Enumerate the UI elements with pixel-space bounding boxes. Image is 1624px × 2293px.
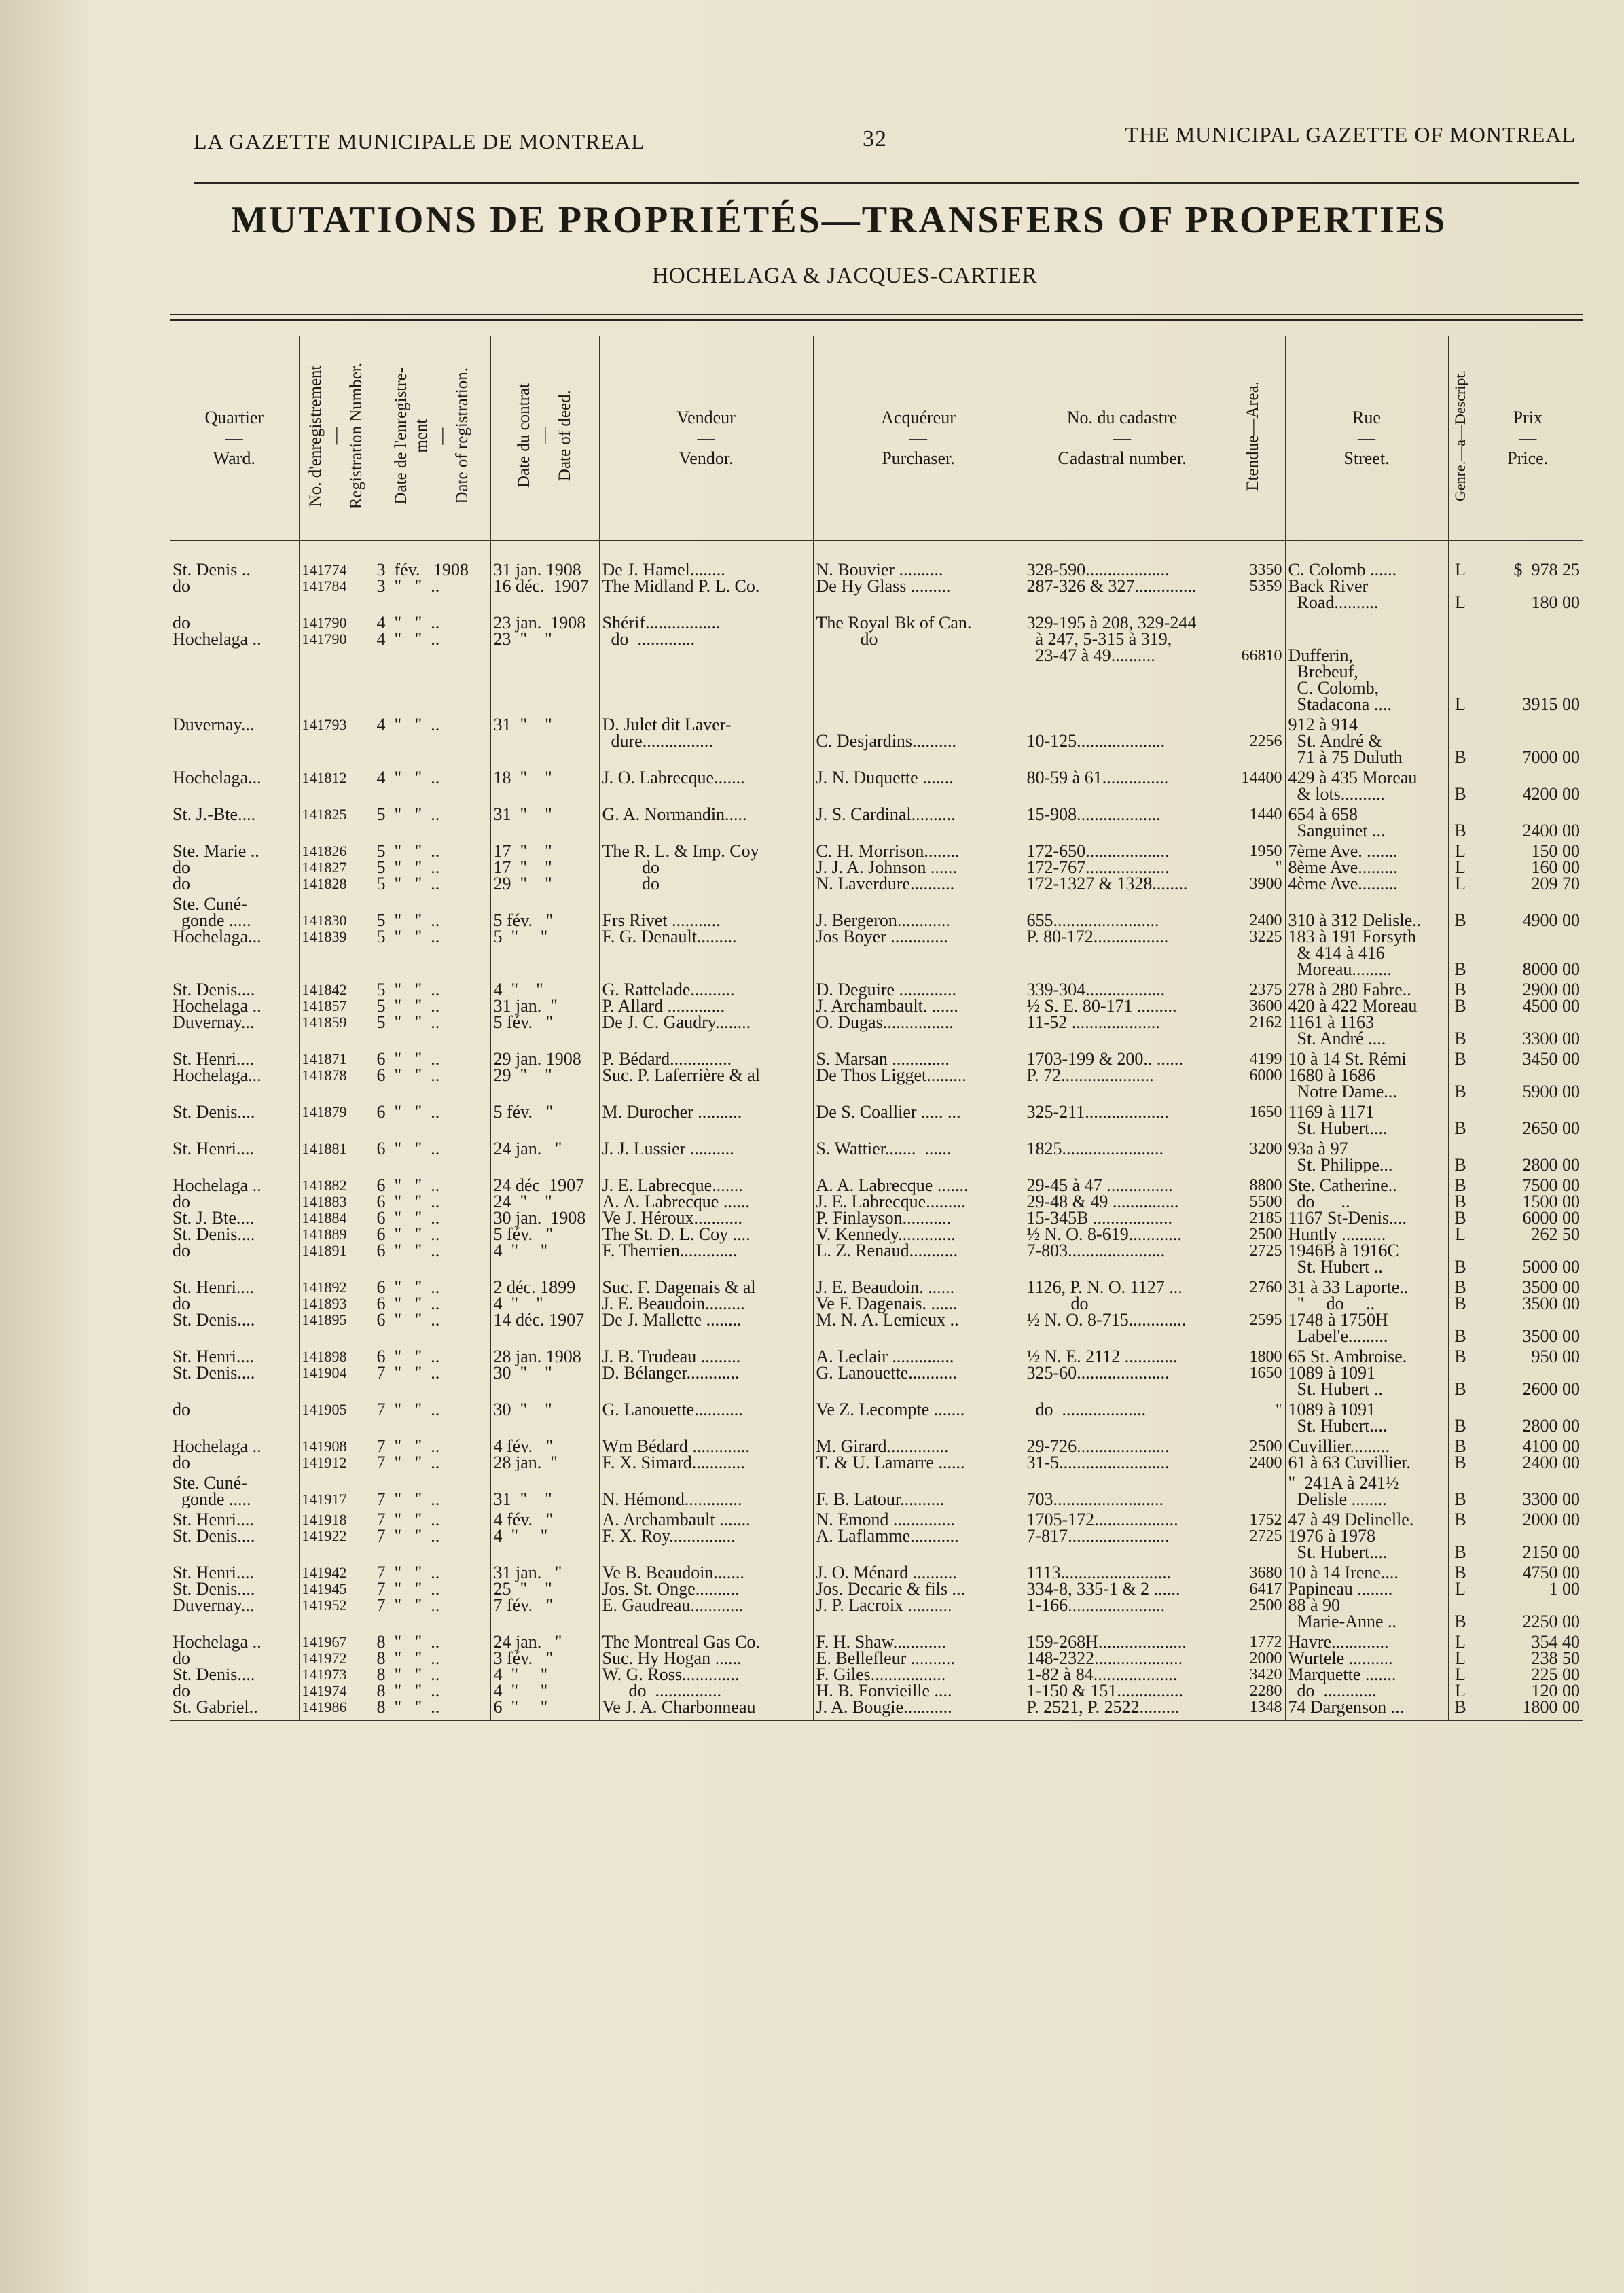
cadastral-cell: 655........................ P. 80-172................. — [1024, 892, 1221, 978]
registration-date-cell: 3 fév. 1908 3 " " .. — [374, 562, 490, 611]
price-cell: 3500 00 3500 00 3500 00 — [1473, 1275, 1583, 1345]
registration-date-cell: 4 " " .. — [374, 713, 490, 766]
registration-number-cell: 141826 141827 141828 — [299, 839, 374, 892]
registration-number-cell: 141793 — [299, 713, 374, 766]
genre-cell: B B B L B — [1448, 1173, 1473, 1275]
price-cell: 2800 00 — [1473, 1398, 1583, 1434]
street-cell: " 241A à 241½ Delisle ........ — [1285, 1471, 1448, 1508]
ward-cell: do — [173, 1400, 190, 1419]
registration-number-cell: 141879 — [299, 1100, 374, 1137]
area-cell: 4199 6000 — [1221, 1047, 1285, 1100]
col-area-label: Etendue—Area. — [1243, 380, 1262, 491]
purchaser-cell: S. Marsan ............. De Thos Ligget......... — [813, 1047, 1024, 1100]
ward-cell: St. Henri.... do St. Denis.... — [173, 1277, 255, 1330]
col-deed-date — [490, 336, 599, 541]
area-cell: 66810 — [1221, 611, 1285, 713]
header-left: LA GAZETTE MUNICIPALE DE MONTREAL — [194, 129, 645, 154]
table-row — [170, 1275, 1583, 1345]
area-cell: 1650 — [1221, 1100, 1285, 1137]
col-cadastral — [1024, 336, 1221, 541]
registration-number-cell: 141967 141972 141973 141974 141986 — [299, 1630, 374, 1720]
ward-cell: St. Henri.... — [173, 1139, 254, 1158]
table-row — [170, 562, 1583, 611]
running-header — [194, 122, 1576, 159]
vendor-cell: Wm Bédard ............. F. X. Simard............ — [599, 1434, 813, 1471]
col-ward-label: Quartier — Ward. — [204, 408, 264, 468]
registration-date-cell: 5 " " .. 5 " " .. — [374, 892, 490, 978]
registration-date-cell: 7 " " .. 7 " " .. — [374, 1434, 490, 1471]
table-row — [170, 1630, 1583, 1720]
purchaser-cell: D. Deguire ............. J. Archambault. ...... O. Dugas................ — [813, 978, 1024, 1047]
ward-cell: Hochelaga .. do St. Denis.... do St. Gabriel.. — [170, 1630, 299, 1720]
ward-cell: St. J.-Bte.... — [173, 804, 256, 824]
deed-date-cell: 24 jan. " 3 fév. " 4 " " 4 " " 6 " " — [490, 1630, 599, 1720]
genre-cell: B B — [1448, 1508, 1473, 1561]
col-reg-no — [299, 336, 374, 541]
table-row — [170, 1100, 1583, 1137]
purchaser-cell: J. S. Cardinal.......... — [813, 802, 1024, 839]
cadastral-cell: 703......................... — [1024, 1471, 1221, 1508]
registration-date-cell: 4 " " .. — [374, 766, 490, 802]
deed-date-cell: 31 " " — [490, 802, 599, 839]
registration-date-cell: 8 " " .. 8 " " .. 8 " " .. 8 " " .. 8 " " .. — [374, 1630, 490, 1720]
vendor-cell: D. Julet dit Laver- dure................ — [599, 713, 813, 766]
vendor-cell: Shérif................. do ............. — [599, 611, 813, 713]
deed-date-cell: 4 " " 31 jan. " 5 fév. " — [490, 978, 599, 1047]
table-row — [170, 892, 1583, 978]
genre-cell: B — [1448, 1137, 1473, 1173]
table-row — [170, 1508, 1583, 1561]
registration-date-cell: 6 " " .. — [374, 1137, 490, 1173]
col-area — [1221, 336, 1285, 541]
table-top-rule-2 — [170, 319, 1583, 321]
area-cell: " — [1221, 1398, 1285, 1434]
table-row — [170, 1434, 1583, 1471]
table-row — [170, 1471, 1583, 1508]
header-rule — [194, 182, 1579, 184]
area-cell: 1440 — [1221, 802, 1285, 839]
registration-number-cell: 141812 — [299, 766, 374, 802]
street-cell: Ste. Catherine.. do .. 1167 St-Denis.... Huntly .......... 1946B à 1916C St. Hubert .. — [1285, 1173, 1448, 1275]
col-genre-label: Genre.—a—Descript. — [1451, 370, 1468, 502]
cadastral-cell: 29-726..................... 31-5......................... — [1024, 1434, 1221, 1471]
ward-cell: Hochelaga... — [173, 768, 261, 787]
area-cell: 2500 2400 — [1221, 1434, 1285, 1471]
col-cadastral-label: No. du cadastre — Cadastral number. — [1058, 408, 1187, 468]
deed-date-cell: 5 fév. " 5 " " — [490, 892, 599, 978]
cadastral-cell: 328-590................... 287-326 & 327.............. — [1024, 562, 1221, 611]
cadastral-cell: ½ N. E. 2112 ............ 325-60..................... — [1024, 1345, 1221, 1398]
purchaser-cell: A. Leclair .............. G. Lanouette........... — [813, 1345, 1024, 1398]
deed-date-cell: 31 " " — [490, 1471, 599, 1508]
registration-number-cell: 141917 — [299, 1471, 374, 1508]
col-ward — [170, 336, 299, 541]
ward-cell: Hochelaga .. do — [173, 1436, 261, 1471]
street-cell: 47 à 49 Delinelle. 1976 à 1978 St. Hubert.... — [1285, 1508, 1448, 1561]
ward-cell: St. Denis .. do — [173, 562, 251, 596]
table-row — [170, 1137, 1583, 1173]
registration-date-cell: 6 " " .. — [374, 1100, 490, 1137]
purchaser-cell: C. Desjardins.......... — [813, 713, 1024, 766]
page-title: MUTATIONS DE PROPRIÉTÉS—TRANSFERS OF PROPERTIES — [231, 199, 1447, 241]
cadastral-cell: 29-45 à 47 ............... 29-48 & 49 ............... 15-345B .................. ½ N. O. 8-619............ 7-803...................... — [1024, 1173, 1221, 1275]
ward-cell: Ste. Cuné- gonde ..... Hochelaga... — [173, 894, 261, 946]
genre-cell: B — [1448, 1100, 1473, 1137]
price-cell: 7500 00 1500 00 6000 00 262 50 5000 00 — [1473, 1173, 1583, 1275]
page-subtitle: HOCHELAGA & JACQUES-CARTIER — [652, 264, 1038, 288]
cadastral-cell: do ................... — [1024, 1398, 1221, 1434]
ward-cell: St. Denis.... — [173, 1102, 255, 1122]
registration-date-cell: 4 " " .. 4 " " .. — [374, 611, 490, 713]
vendor-cell: De J. Hamel........ The Midland P. L. Co. — [599, 562, 813, 611]
area-cell: 2400 3225 — [1221, 892, 1285, 978]
price-cell: 4200 00 — [1473, 766, 1583, 802]
purchaser-cell: J. N. Duquette ....... — [813, 766, 1024, 802]
table-row — [170, 1173, 1583, 1275]
street-cell: Cuvillier......... 61 à 63 Cuvillier. — [1285, 1434, 1448, 1471]
vendor-cell: P. Bédard.............. Suc. P. Laferrière & al — [599, 1047, 813, 1100]
table-body — [170, 541, 1583, 1720]
col-price-label: Prix — Price. — [1507, 408, 1549, 468]
deed-date-cell: 17 " " 17 " " 29 " " — [490, 839, 599, 892]
deed-date-cell: 30 " " — [490, 1398, 599, 1434]
ward-cell: St. Henri.... Hochelaga... — [173, 1049, 261, 1085]
purchaser-cell: J. E. Beaudoin. ...... Ve F. Dagenais. ...... M. N. A. Lemieux .. — [813, 1275, 1024, 1345]
table-row — [170, 978, 1583, 1047]
cadastral-cell: 1825....................... — [1024, 1137, 1221, 1173]
price-cell: 354 40 238 50 225 00 120 00 1800 00 — [1473, 1630, 1583, 1720]
street-cell: 65 St. Ambroise. 1089 à 1091 St. Hubert .. — [1285, 1345, 1448, 1398]
price-cell: 4100 00 2400 00 — [1473, 1434, 1583, 1471]
street-cell: 1169 à 1171 St. Hubert.... — [1285, 1100, 1448, 1137]
cadastral-cell: 10-125.................... — [1024, 713, 1221, 766]
registration-date-cell: 5 " " .. 5 " " .. 5 " " .. — [374, 978, 490, 1047]
registration-number-cell: 141842 141857 141859 — [299, 978, 374, 1047]
street-cell: 1089 à 1091 St. Hubert.... — [1285, 1398, 1448, 1434]
purchaser-cell: Ve Z. Lecompte ....... — [813, 1398, 1024, 1434]
street-cell: 10 à 14 St. Rémi 1680 à 1686 Notre Dame... — [1285, 1047, 1448, 1100]
col-deed-date-label: Date du contrat — Date of deed. — [515, 383, 574, 488]
genre-cell: L — [1448, 611, 1473, 713]
cadastral-cell: 1705-172................... 7-817....................... — [1024, 1508, 1221, 1561]
deed-date-cell: 31 jan. " 25 " " 7 fév. " — [490, 1561, 599, 1630]
vendor-cell: G. Lanouette........... — [599, 1398, 813, 1434]
purchaser-cell: S. Wattier....... ...... — [813, 1137, 1024, 1173]
col-reg-no-label: No. d'enregistrement — Registration Number. — [306, 362, 365, 510]
deed-date-cell: 18 " " — [490, 766, 599, 802]
col-genre — [1448, 336, 1473, 541]
street-cell: 7ème Ave. ....... 8ème Ave......... 4ème Ave......... — [1285, 839, 1448, 892]
ward-cell: do Hochelaga .. — [173, 613, 261, 649]
genre-cell: B — [1448, 1471, 1473, 1508]
genre-cell: B L B — [1448, 1561, 1473, 1630]
vendor-cell: Ve B. Beaudoin....... Jos. St. Onge.......... E. Gaudreau............ — [599, 1561, 813, 1630]
ward-cell: St. Denis.... Hochelaga .. Duvernay... — [173, 980, 261, 1032]
col-street — [1285, 336, 1448, 541]
header-right: THE MUNICIPAL GAZETTE OF MONTREAL — [1125, 122, 1576, 147]
price-cell: 7000 00 — [1473, 713, 1583, 766]
purchaser-cell: M. Girard.............. T. & U. Lamarre ...... — [813, 1434, 1024, 1471]
deed-date-cell: 5 fév. " — [490, 1100, 599, 1137]
street-cell: 31 à 33 Laporte.. " do .. 1748 à 1750H Label'e......... — [1285, 1275, 1448, 1345]
vendor-cell: J. B. Trudeau ......... D. Bélanger............ — [599, 1345, 813, 1398]
purchaser-cell: F. H. Shaw............ E. Bellefleur .......... F. Giles................. H. B. Fonvieille .... J. A. Bougie........... — [813, 1630, 1024, 1720]
table-row — [170, 766, 1583, 802]
registration-number-cell: 141830 141839 — [299, 892, 374, 978]
registration-number-cell: 141942 141945 141952 — [299, 1561, 374, 1630]
col-price — [1473, 336, 1583, 541]
table-row — [170, 1047, 1583, 1100]
cadastral-cell: 1703-199 & 200.. ...... P. 72..................... — [1024, 1047, 1221, 1100]
price-cell: 2650 00 — [1473, 1100, 1583, 1137]
purchaser-cell: N. Emond .............. A. Laflamme........... — [813, 1508, 1024, 1561]
registration-number-cell: 141905 — [299, 1398, 374, 1434]
street-cell: C. Colomb ...... Back River Road.......... — [1285, 562, 1448, 611]
genre-cell: L L L L B — [1448, 1630, 1473, 1720]
street-cell: 654 à 658 Sanguinet ... — [1285, 802, 1448, 839]
vendor-cell: Suc. F. Dagenais & al J. E. Beaudoin......... De J. Mallette ........ — [599, 1275, 813, 1345]
deed-date-cell: 2 déc. 1899 4 " " 14 déc. 1907 — [490, 1275, 599, 1345]
cadastral-cell: 1113......................... 334-8, 335-1 & 2 ...... 1-166...................... — [1024, 1561, 1221, 1630]
registration-date-cell: 5 " " .. — [374, 802, 490, 839]
registration-number-cell: 141790 141790 — [299, 611, 374, 713]
purchaser-cell: N. Bouvier .......... De Hy Glass ......... — [813, 562, 1024, 611]
ward-cell: St. Henri.... St. Denis.... Duvernay... — [173, 1563, 255, 1615]
table-top-rule — [170, 314, 1583, 315]
purchaser-cell: J. Bergeron............ Jos Boyer ............. — [813, 892, 1024, 978]
col-vendor — [599, 336, 813, 541]
col-vendor-label: Vendeur — Vendor. — [676, 408, 736, 468]
purchaser-cell: De S. Coallier ..... ... — [813, 1100, 1024, 1137]
table-spacer-row — [170, 541, 1583, 562]
price-cell: 2400 00 — [1473, 802, 1583, 839]
registration-date-cell: 6 " " .. 6 " " .. 6 " " .. 6 " " .. 6 " " .. — [374, 1173, 490, 1275]
price-cell: 2800 00 — [1473, 1137, 1583, 1173]
area-cell: 8800 5500 2185 2500 2725 — [1221, 1173, 1285, 1275]
area-cell: 3350 5359 — [1221, 562, 1285, 611]
table-row — [170, 611, 1583, 713]
col-purchaser — [813, 336, 1024, 541]
registration-date-cell: 6 " " .. 6 " " .. — [374, 1047, 490, 1100]
table-row — [170, 1345, 1583, 1398]
vendor-cell: Frs Rivet ........... F. G. Denault......... — [599, 892, 813, 978]
genre-cell: B B B — [1448, 1275, 1473, 1345]
street-cell: 429 à 435 Moreau & lots.......... — [1285, 766, 1448, 802]
genre-cell: L L — [1448, 562, 1473, 611]
street-cell: 93a à 97 St. Philippe... — [1285, 1137, 1448, 1173]
ward-cell: St. Henri.... St. Denis.... — [173, 1347, 255, 1383]
registration-number-cell: 141882 141883 141884 141889 141891 — [299, 1173, 374, 1275]
street-cell: 912 à 914 St. André & 71 à 75 Duluth — [1285, 713, 1448, 766]
purchaser-cell: A. A. Labrecque ....... J. E. Labrecque......... P. Finlayson........... V. Kennedy............. L. Z. Renaud........... — [813, 1173, 1024, 1275]
price-cell: 2000 00 2150 00 — [1473, 1508, 1583, 1561]
deed-date-cell: 4 fév. " 28 jan. " — [490, 1434, 599, 1471]
street-cell: 10 à 14 Irene.... Papineau ........ 88 à 90 Marie-Anne .. — [1285, 1561, 1448, 1630]
price-cell: 3300 00 — [1473, 1471, 1583, 1508]
area-cell: 1800 1650 — [1221, 1345, 1285, 1398]
cadastral-cell: 80-59 à 61............... — [1024, 766, 1221, 802]
ward-cell: Ste. Marie .. do do — [173, 841, 259, 892]
price-cell: $ 978 25 180 00 — [1473, 562, 1583, 611]
purchaser-cell: J. O. Ménard .......... Jos. Decarie & fils ... J. P. Lacroix .......... — [813, 1561, 1024, 1630]
table-row — [170, 1561, 1583, 1630]
col-reg-date — [374, 336, 490, 541]
genre-cell: B B — [1448, 1345, 1473, 1398]
registration-number-cell: 141918 141922 — [299, 1508, 374, 1561]
vendor-cell: G. Rattelade.......... P. Allard ............. De J. C. Gaudry........ — [599, 978, 813, 1047]
deed-date-cell: 29 jan. 1908 29 " " — [490, 1047, 599, 1100]
registration-number-cell: 141774 141784 — [299, 562, 374, 611]
col-street-label: Rue — Street. — [1343, 408, 1390, 468]
registration-number-cell: 141892 141893 141895 — [299, 1275, 374, 1345]
registration-number-cell: 141898 141904 — [299, 1345, 374, 1398]
area-cell: 1772 2000 3420 2280 1348 — [1221, 1630, 1285, 1720]
vendor-cell: The Montreal Gas Co. Suc. Hy Hogan ...... W. G. Ross............. do ............... Ve J. A. Charbonneau — [599, 1630, 813, 1720]
cadastral-cell: 15-908................... — [1024, 802, 1221, 839]
cadastral-cell: 325-211................... — [1024, 1100, 1221, 1137]
cadastral-cell: 159-268H.................... 148-2322.................... 1-82 à 84................... 1-150 & 151............... P. 2521, P. 2522......... — [1024, 1630, 1221, 1720]
deed-date-cell: 28 jan. 1908 30 " " — [490, 1345, 599, 1398]
vendor-cell: N. Hémond............. — [599, 1471, 813, 1508]
registration-date-cell: 6 " " .. 6 " " .. 6 " " .. — [374, 1275, 490, 1345]
deed-date-cell: 24 jan. " — [490, 1137, 599, 1173]
street-cell: Havre............. Wurtele .......... Marquette ....... do ............ 74 Dargenson ... — [1285, 1630, 1448, 1720]
col-reg-date-label: Date de l'enregistre- ment — Date of registration. — [392, 367, 471, 505]
street-cell: Dufferin, Brebeuf, C. Colomb, Stadacona .... — [1285, 611, 1448, 713]
purchaser-cell: The Royal Bk of Can. do — [813, 611, 1024, 713]
area-cell: 1752 2725 — [1221, 1508, 1285, 1561]
page-number: 32 — [863, 126, 887, 152]
ward-cell: Duvernay... — [173, 715, 255, 734]
genre-cell: B B — [1448, 1434, 1473, 1471]
area-cell: 2760 2595 — [1221, 1275, 1285, 1345]
vendor-cell: M. Durocher .......... — [599, 1100, 813, 1137]
area-cell: 3200 — [1221, 1137, 1285, 1173]
purchaser-cell: C. H. Morrison........ J. J. A. Johnson ...... N. Laverdure.......... — [813, 839, 1024, 892]
registration-number-cell: 141908 141912 — [299, 1434, 374, 1471]
genre-cell: B B B — [1448, 978, 1473, 1047]
registration-date-cell: 6 " " .. 7 " " .. — [374, 1345, 490, 1398]
transfers-table — [170, 336, 1583, 1721]
purchaser-cell: F. B. Latour.......... — [813, 1471, 1024, 1508]
genre-cell: B B — [1448, 892, 1473, 978]
table-row — [170, 802, 1583, 839]
cadastral-cell: 339-304.................. ½ S. E. 80-171 ......... 11-52 .................... — [1024, 978, 1221, 1047]
cadastral-cell: 1126, P. N. O. 1127 ... do ½ N. O. 8-715............. — [1024, 1275, 1221, 1345]
vendor-cell: J. E. Labrecque....... A. A. Labrecque ...... Ve J. Héroux........... The St. D. L. Coy .... F. Therrien............. — [599, 1173, 813, 1275]
deed-date-cell: 4 fév. " 4 " " — [490, 1508, 599, 1561]
genre-cell: B — [1448, 713, 1473, 766]
price-cell: 2900 00 4500 00 3300 00 — [1473, 978, 1583, 1047]
registration-date-cell: 7 " " .. — [374, 1398, 490, 1434]
deed-date-cell: 23 jan. 1908 23 " " — [490, 611, 599, 713]
area-cell: 14400 — [1221, 766, 1285, 802]
table-row — [170, 1398, 1583, 1434]
price-cell: 950 00 2600 00 — [1473, 1345, 1583, 1398]
ward-cell: Ste. Cuné- gonde ..... — [173, 1473, 251, 1508]
price-cell: 3450 00 5900 00 — [1473, 1047, 1583, 1100]
registration-date-cell: 7 " " .. — [374, 1471, 490, 1508]
street-cell: 310 à 312 Delisle.. 183 à 191 Forsyth & 414 à 416 Moreau......... — [1285, 892, 1448, 978]
deed-date-cell: 31 jan. 1908 16 déc. 1907 — [490, 562, 599, 611]
area-cell: 2375 3600 2162 — [1221, 978, 1285, 1047]
cadastral-cell: 172-650................... 172-767................... 172-1327 & 1328........ — [1024, 839, 1221, 892]
genre-cell: B — [1448, 766, 1473, 802]
table-header-row — [170, 336, 1583, 541]
table-row — [170, 839, 1583, 892]
col-purchaser-label: Acquéreur — Purchaser. — [881, 408, 956, 468]
registration-number-cell: 141881 — [299, 1137, 374, 1173]
price-cell: 4750 00 1 00 2250 00 — [1473, 1561, 1583, 1630]
registration-date-cell: 5 " " .. 5 " " .. 5 " " .. — [374, 839, 490, 892]
area-cell: 3680 6417 2500 — [1221, 1561, 1285, 1630]
vendor-cell: A. Archambault ....... F. X. Roy............... — [599, 1508, 813, 1561]
cadastral-cell: 329-195 à 208, 329-244 à 247, 5-315 à 319, 23-47 à 49.......... — [1024, 611, 1221, 713]
genre-cell: B — [1448, 802, 1473, 839]
registration-number-cell: 141825 — [299, 802, 374, 839]
deed-date-cell: 31 " " — [490, 713, 599, 766]
vendor-cell: G. A. Normandin..... — [599, 802, 813, 839]
ward-cell: Hochelaga .. do St. J. Bte.... St. Denis.... do — [173, 1175, 261, 1260]
registration-date-cell: 7 " " .. 7 " " .. — [374, 1508, 490, 1561]
area-cell: 2256 — [1221, 713, 1285, 766]
table-row — [170, 713, 1583, 766]
vendor-cell: J. J. Lussier .......... — [599, 1137, 813, 1173]
price-cell: 4900 00 8000 00 — [1473, 892, 1583, 978]
price-cell: 150 00 160 00 209 70 — [1473, 839, 1583, 892]
genre-cell: B B — [1448, 1047, 1473, 1100]
genre-cell: L L L — [1448, 839, 1473, 892]
street-cell: 278 à 280 Fabre.. 420 à 422 Moreau 1161 à 1163 St. André .... — [1285, 978, 1448, 1047]
deed-date-cell: 24 déc 1907 24 " " 30 jan. 1908 5 fév. " 4 " " — [490, 1173, 599, 1275]
genre-cell: B — [1448, 1398, 1473, 1434]
ward-cell: St. Henri.... St. Denis.... — [173, 1510, 255, 1546]
registration-date-cell: 7 " " .. 7 " " .. 7 " " .. — [374, 1561, 490, 1630]
area-cell: 1950 " 3900 — [1221, 839, 1285, 892]
vendor-cell: The R. L. & Imp. Coy do do — [599, 839, 813, 892]
registration-number-cell: 141871 141878 — [299, 1047, 374, 1100]
area-cell — [1221, 1471, 1285, 1508]
price-cell: 3915 00 — [1473, 611, 1583, 713]
vendor-cell: J. O. Labrecque....... — [599, 766, 813, 802]
